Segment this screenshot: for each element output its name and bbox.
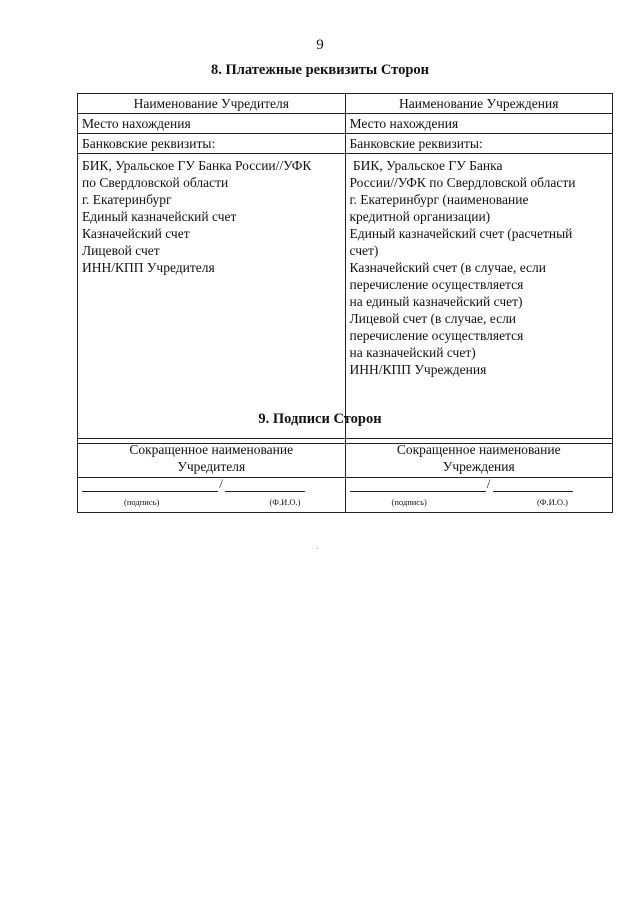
institution-bank-details <box>345 154 613 444</box>
page-number: 9 <box>316 37 324 53</box>
section-9-heading: 9. Подписи Сторон <box>258 411 382 427</box>
founder-short-name <box>78 439 346 478</box>
founder-location: Место нахождения <box>78 114 346 134</box>
table-row <box>78 154 613 444</box>
founder-detail-line: Казначейский счет <box>82 226 190 241</box>
table-row <box>78 478 613 513</box>
fio-blank <box>493 479 573 492</box>
founder-name-header: Наименование Учредителя <box>78 94 346 114</box>
founder-detail-line: БИК, Уральское ГУ Банка России//УФК <box>82 158 312 173</box>
founder-signature-cell <box>78 478 346 513</box>
institution-detail-line: ИНН/КПП Учреждения <box>349 362 487 377</box>
institution-signature-cell <box>345 478 613 513</box>
founder-short-name-line2: Учредителя <box>177 459 246 474</box>
institution-detail-line: на казначейский счет) <box>349 345 476 360</box>
institution-name-header: Наименование Учреждения <box>345 94 613 114</box>
fio-caption: (Ф.И.О.) <box>269 497 301 507</box>
founder-detail-line: Единый казначейский счет <box>82 209 237 224</box>
institution-detail-line: Единый казначейский счет (расчетный <box>349 226 573 241</box>
fio-caption: (Ф.И.О.) <box>536 497 568 507</box>
signature-caption: (подпись) <box>391 497 427 507</box>
institution-signature-line <box>350 478 609 492</box>
founder-detail-line: г. Екатеринбург <box>82 192 172 207</box>
signature-blank <box>350 479 486 492</box>
table-row <box>78 94 613 114</box>
institution-detail-line: на единый казначейский счет) <box>349 294 523 309</box>
slash-separator: / <box>219 476 223 491</box>
signature-caption: (подпись) <box>124 497 160 507</box>
founder-bank-label: Банковские реквизиты: <box>78 134 346 154</box>
institution-detail-line: кредитной организации) <box>349 209 491 224</box>
signature-blank <box>82 479 218 492</box>
institution-detail-line: перечисление осуществляется <box>349 277 524 292</box>
payment-details-table <box>77 93 613 444</box>
founder-bank-details <box>78 154 346 444</box>
institution-bank-label: Банковские реквизиты: <box>345 134 613 154</box>
table-row <box>78 439 613 478</box>
founder-detail-line: по Свердловской области <box>82 175 229 190</box>
institution-location: Место нахождения <box>345 114 613 134</box>
slash-separator: / <box>486 476 491 491</box>
signatures-table <box>77 438 613 513</box>
founder-detail-line: Лицевой счет <box>82 243 160 258</box>
institution-detail-line: Казначейский счет (в случае, если <box>349 260 547 275</box>
table-row <box>78 114 613 134</box>
founder-detail-line: ИНН/КПП Учредителя <box>82 260 215 275</box>
fio-blank <box>225 479 305 492</box>
scan-speck <box>317 548 318 549</box>
table-row <box>78 134 613 154</box>
founder-short-name-line1: Сокращенное наименование <box>129 442 294 457</box>
founder-signature-line <box>82 478 341 492</box>
institution-detail-line: Лицевой счет (в случае, если <box>349 311 517 326</box>
section-8-heading: 8. Платежные реквизиты Сторон <box>210 62 430 78</box>
institution-short-name-line1: Сокращенное наименование <box>396 442 561 457</box>
institution-short-name-line2: Учреждения <box>442 459 515 474</box>
institution-detail-line: перечисление осуществляется <box>349 328 524 343</box>
institution-detail-line: БИК, Уральское ГУ Банка <box>349 158 503 173</box>
institution-detail-line: г. Екатеринбург (наименование <box>349 192 529 207</box>
institution-detail-line: России//УФК по Свердловской области <box>349 175 576 190</box>
institution-short-name <box>345 439 613 478</box>
institution-detail-line: счет) <box>349 243 379 258</box>
